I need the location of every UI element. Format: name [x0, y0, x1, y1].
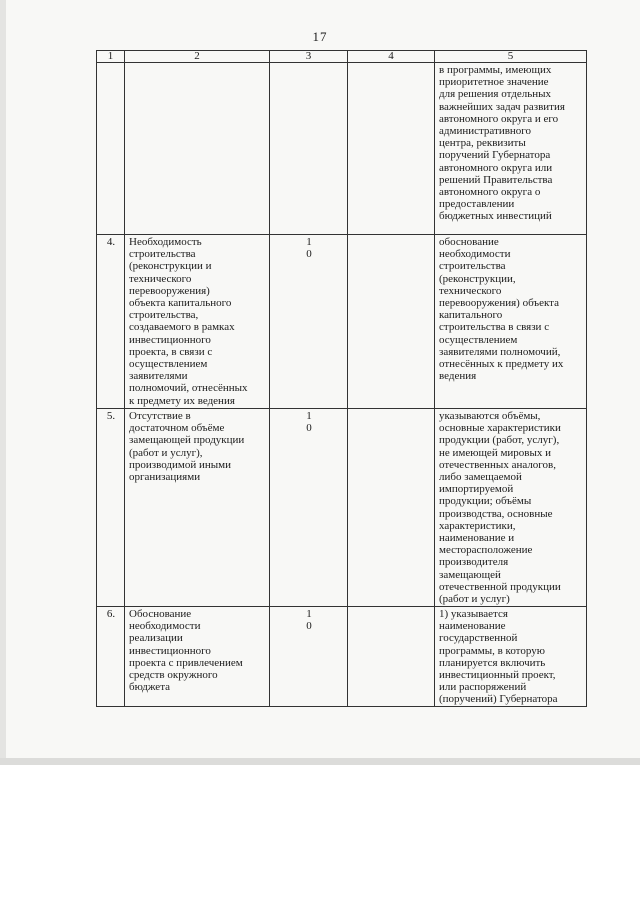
- col4-cell: [348, 235, 435, 409]
- criterion-cell: [125, 63, 270, 235]
- criteria-table: [96, 50, 587, 707]
- cell-line: поручений Губернатора: [439, 149, 551, 162]
- cell-line: планируется включить: [439, 656, 546, 669]
- cell-line: заявителями полномочий,: [439, 345, 561, 358]
- cell-line: административного: [439, 125, 532, 138]
- cell-line: перевооружения): [129, 284, 210, 297]
- notes-cell: [435, 235, 587, 409]
- row-number: 5.: [97, 409, 125, 607]
- cell-line: продукции; объёмы: [439, 495, 532, 508]
- cell-line: продукции (работ, услуг),: [439, 434, 560, 447]
- cell-line: 1: [306, 608, 312, 620]
- value-cell: [270, 409, 348, 607]
- cell-line: необходимости: [439, 248, 511, 261]
- cell-line: 0: [306, 248, 312, 261]
- cell-line: создаваемого в рамках: [129, 321, 235, 334]
- cell-line: ведения: [439, 370, 477, 383]
- cell-line: средств окружного: [129, 669, 218, 682]
- cell-line: производителя: [439, 556, 509, 569]
- cell-line: необходимости: [129, 620, 201, 633]
- cell-line: решений Правительства: [439, 173, 553, 186]
- cell-line: 1) указывается: [439, 608, 508, 620]
- cell-line: замещающей продукции: [129, 434, 245, 447]
- cell-line: осуществлением: [129, 358, 208, 371]
- header-col-4: 4: [348, 51, 435, 63]
- cell-line: бюджетных инвестиций: [439, 210, 552, 223]
- cell-line: программы, в которую: [439, 644, 545, 657]
- cell-line: строительства: [129, 248, 196, 261]
- cell-line: наименование: [439, 620, 506, 633]
- notes-cell: [435, 607, 587, 707]
- cell-line: для решения отдельных: [439, 88, 551, 101]
- cell-line: строительства,: [129, 309, 199, 322]
- row-number: 4.: [97, 235, 125, 409]
- cell-line: месторасположение: [439, 544, 533, 557]
- cell-line: капитального: [439, 309, 503, 322]
- cell-line: инвестиционного: [129, 333, 211, 346]
- row-number: 6.: [97, 607, 125, 707]
- cell-line: (реконструкции,: [439, 272, 516, 285]
- cell-line: проекта с привлечением: [129, 656, 243, 669]
- cell-line: 1: [306, 410, 312, 422]
- cell-line: центра, реквизиты: [439, 137, 526, 150]
- value-cell: [270, 607, 348, 707]
- cell-line: импортируемой: [439, 483, 514, 496]
- table-row-5: [97, 409, 587, 607]
- cell-line: организациями: [129, 471, 201, 484]
- cell-line: в программы, имеющих: [439, 64, 552, 76]
- notes-cell: [435, 63, 587, 235]
- cell-line: технического: [439, 284, 502, 297]
- cell-line: наименование и: [439, 532, 515, 545]
- cell-line: отечественных аналогов,: [439, 458, 556, 471]
- header-col-2: 2: [125, 51, 270, 63]
- cell-line: объекта капитального: [129, 297, 232, 310]
- header-col-5: 5: [435, 51, 587, 63]
- cell-line: важнейших задач развития: [439, 100, 565, 113]
- scan-bottom-edge: [0, 758, 640, 765]
- cell-line: реализации: [129, 632, 183, 645]
- cell-line: строительства: [439, 260, 506, 273]
- cell-line: предоставлении: [439, 198, 515, 211]
- cell-line: автономного округа о: [439, 186, 541, 199]
- cell-line: либо замещаемой: [439, 471, 522, 484]
- cell-line: технического: [129, 272, 192, 285]
- cell-line: приоритетное значение: [439, 76, 549, 89]
- cell-line: к предмету их ведения: [129, 394, 235, 407]
- cell-line: бюджета: [129, 681, 171, 694]
- notes-cell: [435, 409, 587, 607]
- cell-line: или распоряжений: [439, 681, 527, 694]
- row-number: [97, 63, 125, 235]
- cell-line: не имеющей мировых и: [439, 446, 552, 459]
- cell-line: обоснование: [439, 236, 499, 248]
- table-row-continuation: [97, 63, 587, 235]
- value-cell: [270, 63, 348, 235]
- cell-line: 1: [306, 236, 312, 248]
- value-cell: [270, 235, 348, 409]
- page-number: 17: [312, 29, 328, 44]
- col4-cell: [348, 409, 435, 607]
- cell-line: строительства в связи с: [439, 321, 550, 334]
- cell-line: заявителями: [129, 370, 188, 383]
- scan-left-edge: [0, 0, 6, 765]
- cell-line: замещающей: [439, 568, 501, 581]
- col4-cell: [348, 63, 435, 235]
- cell-line: проекта, в связи с: [129, 345, 213, 358]
- cell-line: отечественной продукции: [439, 580, 561, 593]
- cell-line: (работ и услуг),: [129, 446, 203, 459]
- header-col-1: 1: [97, 51, 125, 63]
- cell-line: 0: [306, 620, 312, 633]
- cell-line: автономного округа или: [439, 161, 553, 174]
- table-row-4: [97, 235, 587, 409]
- cell-line: основные характеристики: [439, 422, 561, 435]
- cell-line: производимой иными: [129, 458, 232, 471]
- cell-line: инвестиционный проект,: [439, 669, 556, 682]
- cell-line: автономного округа и его: [439, 112, 559, 125]
- criterion-cell: [125, 235, 270, 409]
- cell-line: Обоснование: [129, 608, 192, 620]
- cell-line: осуществлением: [439, 333, 518, 346]
- cell-line: государственной: [439, 632, 518, 645]
- cell-line: указываются объёмы,: [439, 410, 541, 422]
- cell-line: инвестиционного: [129, 644, 211, 657]
- criterion-cell: [125, 607, 270, 707]
- cell-line: характеристики,: [439, 519, 516, 532]
- cell-line: (поручений) Губернатора: [439, 693, 558, 706]
- criterion-cell: [125, 409, 270, 607]
- cell-line: отнесённых к предмету их: [439, 358, 564, 371]
- cell-line: перевооружения) объекта: [439, 297, 559, 310]
- cell-line: (работ и услуг): [439, 593, 510, 606]
- cell-line: Необходимость: [129, 236, 202, 248]
- table-header-row: [97, 51, 587, 63]
- header-col-3: 3: [270, 51, 348, 63]
- cell-line: производства, основные: [439, 507, 553, 520]
- cell-line: Отсутствие в: [129, 410, 191, 422]
- cell-line: (реконструкции и: [129, 260, 212, 273]
- cell-line: полномочий, отнесённых: [129, 382, 248, 395]
- table-row-6: [97, 607, 587, 707]
- col4-cell: [348, 607, 435, 707]
- cell-line: достаточном объёме: [129, 422, 225, 435]
- cell-line: 0: [306, 422, 312, 435]
